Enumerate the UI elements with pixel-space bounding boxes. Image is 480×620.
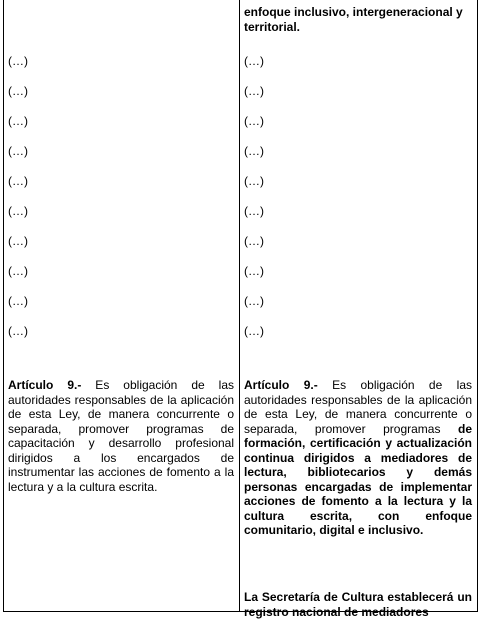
ellipsis: (…) <box>244 234 264 248</box>
table-border-left <box>3 0 4 612</box>
table-border-right <box>477 0 478 612</box>
ellipsis: (…) <box>244 294 264 308</box>
ellipsis: (…) <box>244 144 264 158</box>
article-text-bold: de formación, certificación y actualización continua dirigidos a mediadores de lectura, bibliotecarios y demás personas encargadas de implementar acciones de fomento a la lectura y la cultura escrita, con enfoque comunitario, digital e inclusivo. <box>244 421 472 537</box>
ellipsis: (…) <box>8 174 28 188</box>
ellipsis: (…) <box>244 84 264 98</box>
ellipsis: (…) <box>8 234 28 248</box>
ellipsis: (…) <box>244 174 264 188</box>
closing-paragraph: La Secretaría de Cultura establecerá un registro nacional de mediadores <box>244 590 472 619</box>
ellipsis: (…) <box>244 264 264 278</box>
article-text: Es obligación de las autoridades responsables de la aplicación de esta Ley, de manera concurrente o separada, promover programas de capacitación y desarrollo profesional dirigidos a los encargados de instrumentar las acciones de fomento a la lectura y a la cultura escrita. <box>8 378 234 494</box>
ellipsis: (…) <box>8 264 28 278</box>
ellipsis: (…) <box>8 114 28 128</box>
article-heading: Artículo 9.- <box>8 378 82 392</box>
ellipsis: (…) <box>8 324 28 338</box>
ellipsis: (…) <box>8 84 28 98</box>
article-9-original <box>8 378 234 494</box>
ellipsis: (…) <box>8 204 28 218</box>
ellipsis: (…) <box>8 294 28 308</box>
article-text: Es obligación de las autoridades responsables de la aplicación de esta Ley, de manera concurrente o separada, promover programas <box>244 378 473 436</box>
article-heading: Artículo 9.- <box>244 378 318 392</box>
ellipsis: (…) <box>244 204 264 218</box>
ellipsis: (…) <box>8 54 28 68</box>
table-column-divider <box>239 0 240 612</box>
ellipsis: (…) <box>244 324 264 338</box>
continued-text: enfoque inclusivo, intergeneracional y territorial. <box>244 5 463 34</box>
ellipsis: (…) <box>8 144 28 158</box>
ellipsis: (…) <box>244 114 264 128</box>
ellipsis: (…) <box>244 54 264 68</box>
article-9-proposed <box>244 378 472 538</box>
